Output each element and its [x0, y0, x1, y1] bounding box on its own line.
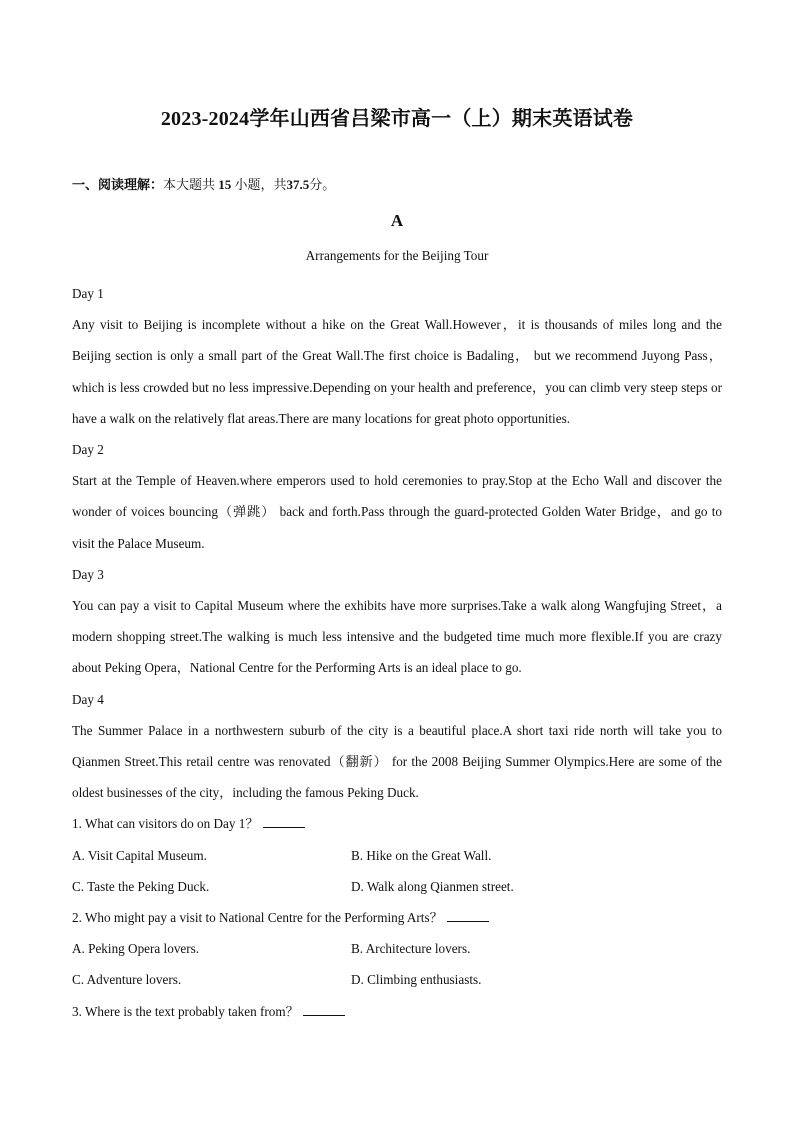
- passage-body: [72, 278, 722, 1027]
- section-text-c: 分。: [309, 177, 336, 192]
- day-label: Day 2: [72, 442, 104, 458]
- option-a[interactable]: A. Peking Opera lovers.: [72, 941, 200, 957]
- day-paragraph: The Summer Palace in a northwestern suburb of the city is a beautiful place.A short taxi ride north will take you to Qianmen Street.This retail centre was renovated（翻新） for the 2008 Beijing Summer Olympics.Here are some of the oldest businesses of the city，including the famous Peking Duck.: [72, 722, 722, 801]
- day-paragraph: Any visit to Beijing is incomplete without a hike on the Great Wall.However，it is thousands of miles long and the Beijing section is only a small part of the Great Wall.The first choice is Badaling， but we recommend Juyong Pass，which is less crowded but no less impressive.Depending on your health and preference，you can climb very steep steps or have a walk on the relatively flat areas.There are many locations for great photo opportunities.: [72, 317, 722, 426]
- section-heading: [72, 174, 335, 193]
- options-row: [72, 933, 722, 964]
- option-d[interactable]: D. Walk along Qianmen street.: [351, 878, 514, 894]
- section-label: 一、阅读理解：: [72, 177, 164, 192]
- page-title: 2023-2024学年山西省吕梁市高一（上）期末英语试卷: [160, 108, 634, 130]
- day-label: Day 1: [72, 286, 104, 301]
- section-score: 37.5: [286, 177, 310, 192]
- day-label: Day 3: [72, 566, 104, 582]
- passage-title: Arrangements for the Beijing Tour: [305, 248, 489, 263]
- question-2: [72, 902, 722, 933]
- options-row: [72, 840, 722, 871]
- passage-letter: A: [390, 211, 404, 230]
- option-c[interactable]: C. Adventure lovers.: [72, 972, 182, 988]
- question-3: [72, 996, 722, 1027]
- question-1: [72, 808, 722, 839]
- option-c[interactable]: C. Taste the Peking Duck.: [72, 878, 210, 894]
- question-stem: 3. Where is the text probably taken from？: [72, 1003, 299, 1019]
- option-d[interactable]: D. Climbing enthusiasts.: [351, 972, 482, 988]
- answer-blank[interactable]: [447, 909, 489, 922]
- question-stem: 2. Who might pay a visit to National Centre for the Performing Arts？: [72, 910, 443, 926]
- section-text-a: 本大题共: [163, 177, 216, 192]
- question-stem: 1. What can visitors do on Day 1？: [72, 816, 259, 832]
- option-a[interactable]: A. Visit Capital Museum.: [72, 847, 207, 863]
- option-b[interactable]: B. Hike on the Great Wall.: [351, 847, 492, 863]
- section-text-b: 小题，共: [234, 177, 287, 192]
- option-b[interactable]: B. Architecture lovers.: [351, 941, 471, 957]
- answer-blank[interactable]: [303, 1003, 345, 1016]
- answer-blank[interactable]: [263, 815, 305, 828]
- day-paragraph: Start at the Temple of Heaven.where emperors used to hold ceremonies to pray.Stop at the Echo Wall and discover the wonder of voices bouncing（弹跳） back and forth.Pass through the guard-protected Golden Water Bridge，and go to visit the Palace Museum.: [72, 473, 722, 551]
- section-count: 15: [218, 177, 232, 192]
- day-paragraph: You can pay a visit to Capital Museum where the exhibits have more surprises.Take a walk along Wangfujing Street，a modern shopping street.The walking is much less intensive and the budgeted time much more flexible.If you are crazy about Peking Opera，National Centre for the Performing Arts is an ideal place to go.: [72, 598, 722, 676]
- options-row: [72, 964, 722, 995]
- options-row: [72, 871, 722, 902]
- day-label: Day 4: [72, 691, 104, 707]
